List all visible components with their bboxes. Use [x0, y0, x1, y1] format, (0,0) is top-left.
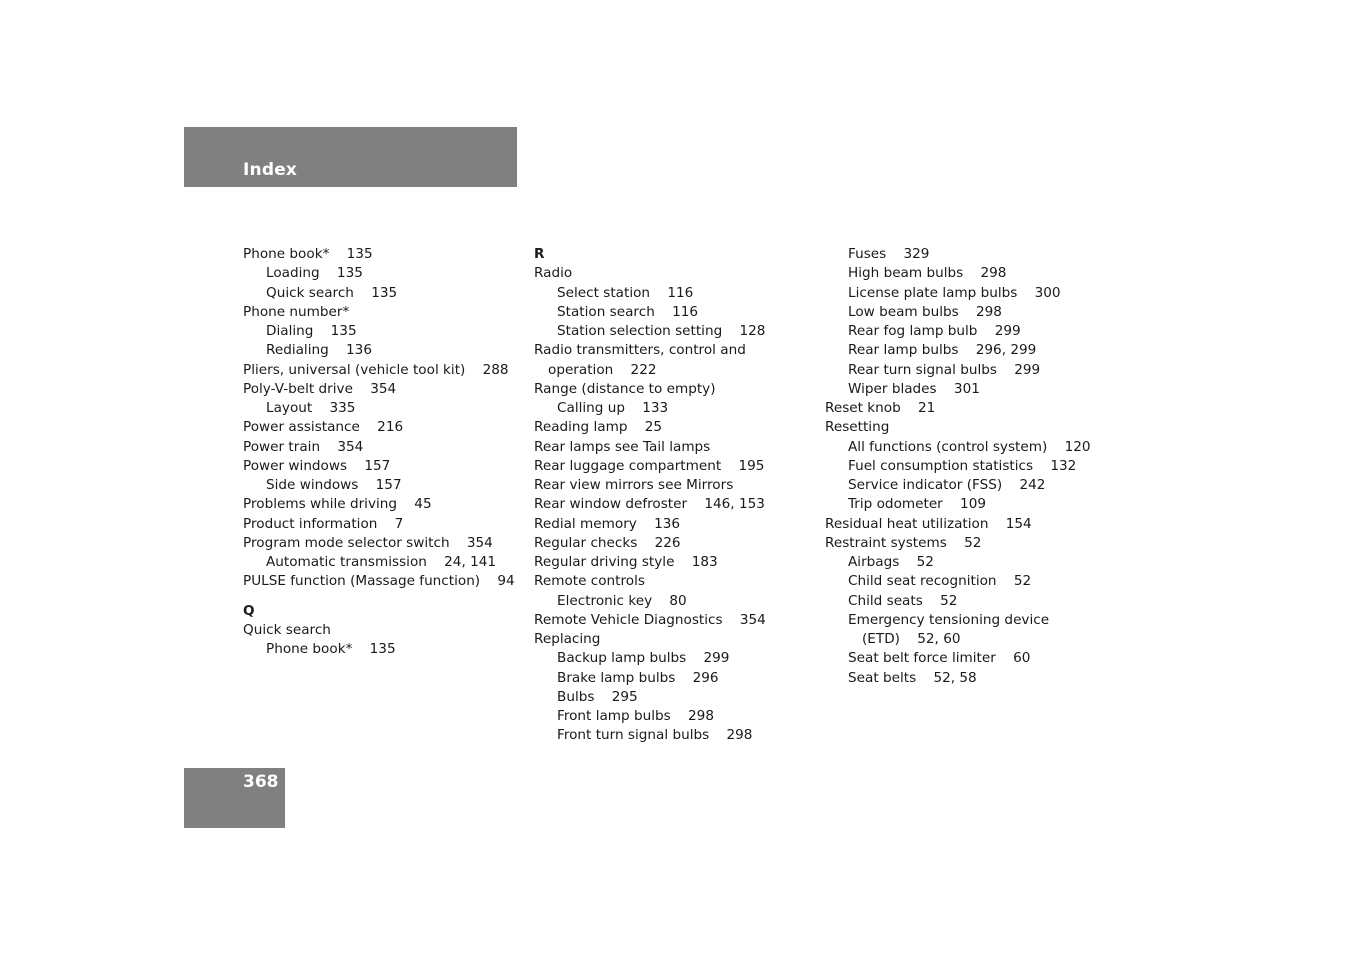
index-entry: Electronic key 80	[557, 592, 687, 609]
index-entry: Front turn signal bulbs 298	[557, 727, 753, 744]
section-title: Index	[243, 160, 298, 180]
page-number: 368	[243, 772, 279, 792]
index-column-2	[534, 245, 814, 746]
index-entry: (ETD) 52, 60	[862, 631, 961, 647]
index-entry: Front lamp bulbs 298	[557, 708, 714, 724]
index-entry: Problems while driving 45	[243, 496, 432, 513]
index-entry: Residual heat utilization 154	[825, 515, 1032, 532]
index-entry: Range (distance to empty)	[534, 380, 716, 397]
index-column-3	[825, 245, 1115, 688]
index-entry: Radio	[534, 265, 573, 282]
index-entry: Service indicator (FSS) 242	[848, 477, 1046, 493]
index-entry: Phone number*	[243, 303, 350, 320]
index-entry: Replacing	[534, 631, 601, 647]
index-entry: Rear luggage compartment 195	[534, 457, 765, 474]
page-number-tab	[184, 768, 285, 828]
index-entry: Low beam bulbs 298	[848, 303, 1002, 320]
index-entry: Rear fog lamp bulb 299	[848, 323, 1021, 339]
index-entry: Product information 7	[243, 515, 404, 532]
index-entry: Restraint systems 52	[825, 534, 982, 551]
index-entry: Loading 135	[266, 265, 363, 282]
index-entry: Reset knob 21	[825, 400, 936, 416]
index-entry: Trip odometer 109	[848, 496, 987, 513]
index-entry: Phone book* 135	[266, 641, 396, 657]
index-entry: Power windows 157	[243, 457, 391, 474]
index-entry: Power train 354	[243, 438, 364, 455]
index-entry: Dialing 135	[266, 323, 357, 339]
index-entry: Remote controls	[534, 573, 645, 590]
index-entry: Program mode selector switch 354	[243, 534, 493, 551]
index-entry: Regular driving style 183	[534, 554, 718, 570]
index-letter-heading: Q	[243, 602, 255, 619]
index-entry: Calling up 133	[557, 400, 669, 416]
index-entry: Rear view mirrors see Mirrors	[534, 477, 734, 493]
index-entry: Regular checks 226	[534, 534, 681, 551]
index-entry: Quick search	[243, 621, 331, 638]
index-entry: PULSE function (Massage function) 94	[243, 573, 515, 590]
index-entry: Layout 335	[266, 400, 356, 416]
index-entry: License plate lamp bulbs 300	[848, 284, 1061, 301]
header-band	[184, 127, 517, 187]
index-entry: Fuses 329	[848, 246, 930, 262]
index-entry: Child seats 52	[848, 592, 958, 609]
index-entry: Phone book* 135	[243, 246, 373, 262]
index-entry: Radio transmitters, control and	[534, 342, 746, 359]
index-entry: Poly-V-belt drive 354	[243, 380, 397, 397]
index-entry: Seat belt force limiter 60	[848, 650, 1031, 667]
index-entry: Pliers, universal (vehicle tool kit) 288	[243, 361, 509, 378]
index-entry: Resetting	[825, 419, 890, 436]
index-entry: Seat belts 52, 58	[848, 669, 977, 686]
index-entry: Rear turn signal bulbs 299	[848, 361, 1041, 378]
index-entry: All functions (control system) 120	[848, 438, 1091, 455]
index-entry: Rear lamp bulbs 296, 299	[848, 342, 1037, 359]
index-entry: Wiper blades 301	[848, 380, 980, 397]
index-entry: Power assistance 216	[243, 419, 404, 436]
index-entry: Station search 116	[557, 303, 699, 320]
index-entry: operation 222	[548, 361, 657, 378]
index-entry: Reading lamp 25	[534, 419, 663, 436]
index-entry: Redialing 136	[266, 342, 372, 359]
index-entry: Side windows 157	[266, 477, 402, 493]
index-entry: Rear lamps see Tail lamps	[534, 438, 711, 455]
index-entry: Rear window defroster 146, 153	[534, 496, 765, 513]
index-column-1	[243, 245, 523, 659]
index-entry: Brake lamp bulbs 296	[557, 669, 719, 686]
index-letter-heading: R	[534, 246, 545, 262]
index-entry: Fuel consumption statistics 132	[848, 457, 1077, 474]
index-entry: Select station 116	[557, 284, 694, 301]
index-entry: Quick search 135	[266, 284, 398, 301]
index-entry: Airbags 52	[848, 554, 934, 570]
index-entry: Remote Vehicle Diagnostics 354	[534, 611, 766, 628]
index-entry: Emergency tensioning device	[848, 611, 1050, 628]
index-entry: Bulbs 295	[557, 688, 638, 705]
index-entry: Station selection setting 128	[557, 323, 766, 339]
index-entry: Automatic transmission 24, 141	[266, 554, 497, 570]
index-entry: Redial memory 136	[534, 515, 681, 532]
index-entry: Child seat recognition 52	[848, 573, 1032, 590]
index-entry: High beam bulbs 298	[848, 265, 1007, 282]
index-entry: Backup lamp bulbs 299	[557, 650, 730, 667]
